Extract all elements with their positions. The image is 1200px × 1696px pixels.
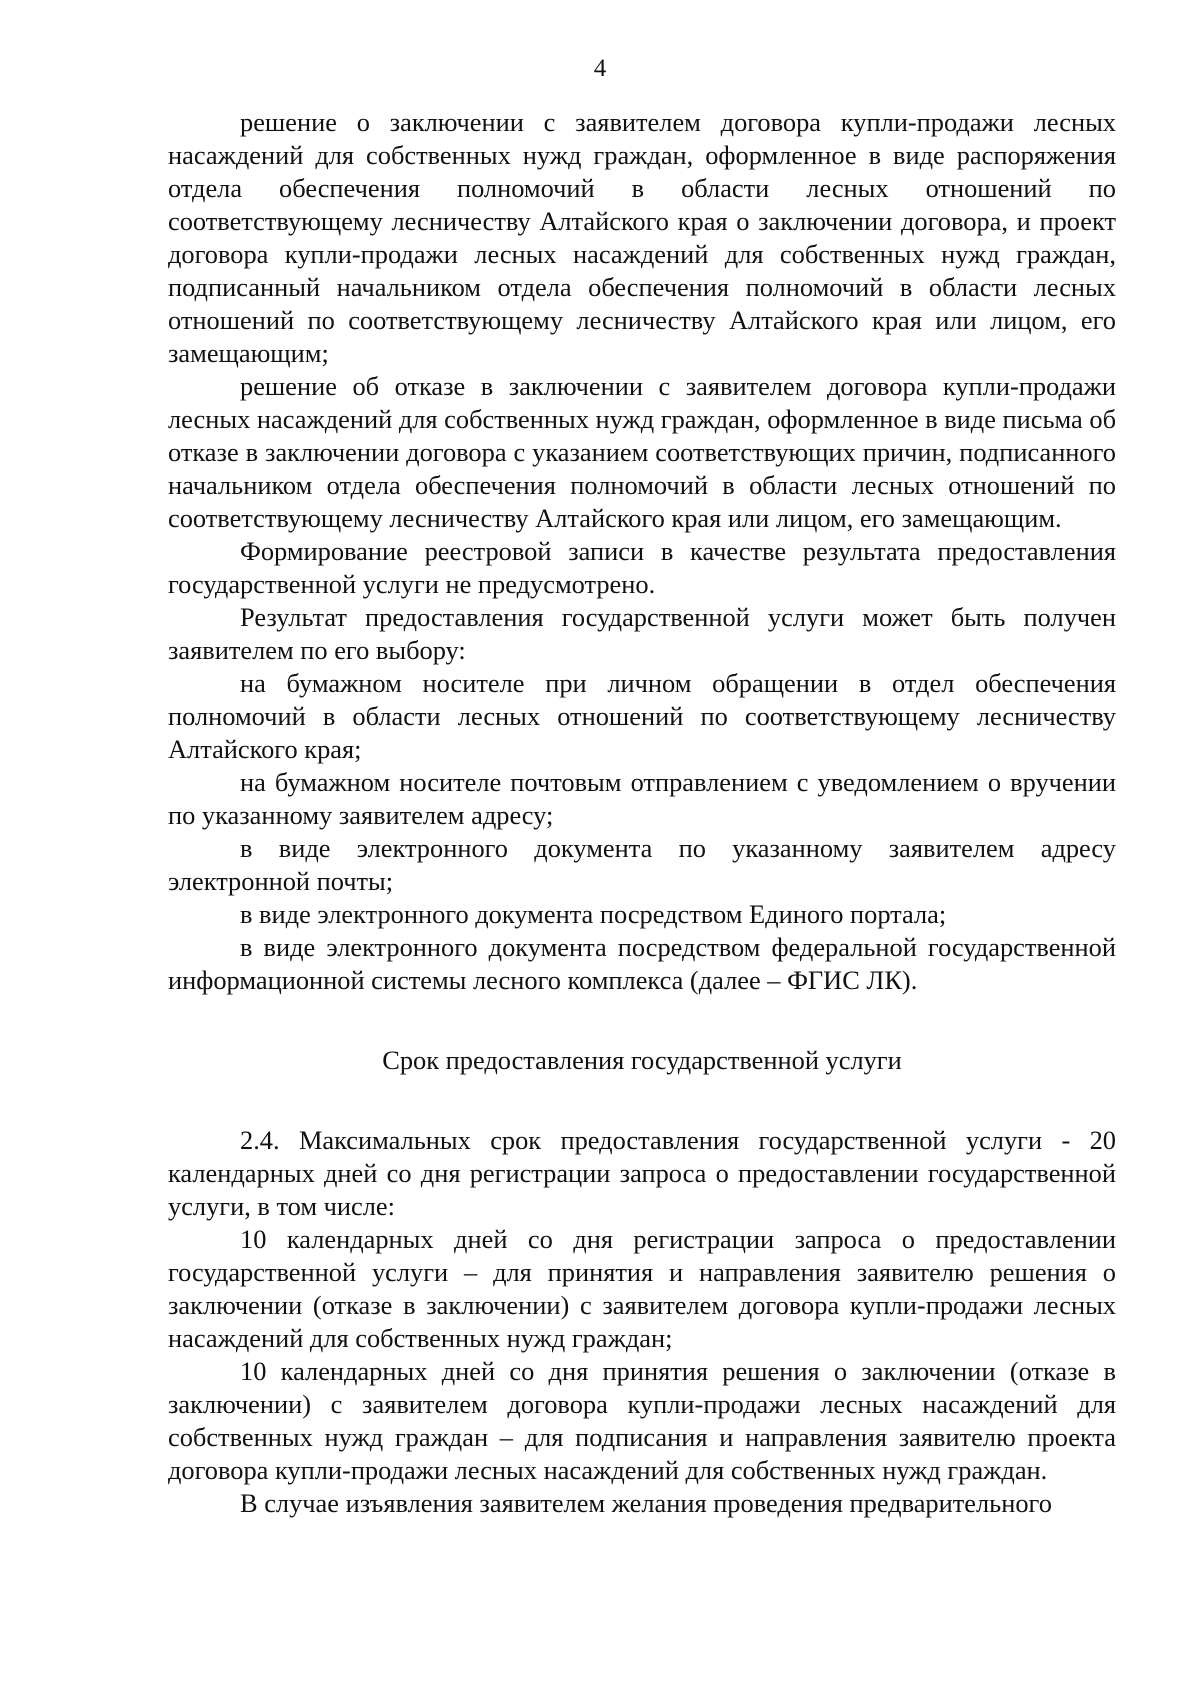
paragraph-preliminary-continued: В случае изъявления заявителем желания проведения предварительного — [240, 1488, 1052, 1518]
paragraph-option-single-portal: в виде электронного документа посредством Единого портала; — [240, 899, 947, 929]
paragraph-decision-refusal: решение об отказе в заключении с заявителем договора купли-продажи лесных насаждений для собственных нужд граждан, оформленное в виде письма об отказе в заключении договора с указанием соответствующих причин, подписанного начальником отдела обеспечения полномочий в области лесных отношений по соответствующему лесничеству Алтайского края или лицом, его замещающим. — [168, 371, 1116, 533]
paragraph-result-options-intro: Результат предоставления государственной услуги может быть получен заявителем по его выбору: — [168, 602, 1116, 665]
document-body — [168, 106, 1116, 1520]
paragraph-term-decision: 10 календарных дней со дня регистрации запроса о предоставлении государственной услуги – для принятия и направления заявителю решения о заключении (отказе в заключении) с заявителем договора купли-продажи лесных насаждений для собственных нужд граждан; — [168, 1224, 1116, 1353]
section-heading: Срок предоставления государственной услуги — [382, 1045, 902, 1075]
paragraph-option-paper-personal: на бумажном носителе при личном обращении в отдел обеспечения полномочий в области лесных отношений по соответствующему лесничеству Алтайского края; — [168, 668, 1116, 764]
paragraph-option-paper-mail: на бумажном носителе почтовым отправлением с уведомлением о вручении по указанному заявителем адресу; — [168, 767, 1116, 830]
paragraph-decision-conclusion: решение о заключении с заявителем договора купли-продажи лесных насаждений для собственных нужд граждан, оформленное в виде распоряжения отдела обеспечения полномочий в области лесных отношений по соответствующему лесничеству Алтайского края о заключении договора, и проект договора купли-продажи лесных насаждений для собственных нужд граждан, подписанный начальником отдела обеспечения полномочий в области лесных отношений по соответствующему лесничеству Алтайского края или лицом, его замещающим; — [168, 107, 1116, 368]
paragraph-option-fgis: в виде электронного документа посредством федеральной государственной информационной системы лесного комплекса (далее – ФГИС ЛК). — [168, 932, 1116, 995]
paragraph-term-contract: 10 календарных дней со дня принятия решения о заключении (отказе в заключении) с заявителем договора купли-продажи лесных насаждений для собственных нужд граждан – для подписания и направления заявителю проекта договора купли-продажи лесных насаждений для собственных нужд граждан. — [168, 1356, 1116, 1485]
paragraph-2-4-max-term: 2.4. Максимальных срок предоставления государственной услуги - 20 календарных дней со дня регистрации запроса о предоставлении государственной услуги, в том числе: — [168, 1125, 1116, 1221]
paragraph-registry-record: Формирование реестровой записи в качестве результата предоставления государственной услуги не предусмотрено. — [168, 536, 1116, 599]
paragraph-option-email: в виде электронного документа по указанному заявителем адресу электронной почты; — [168, 833, 1116, 896]
page-number: 4 — [593, 55, 607, 82]
